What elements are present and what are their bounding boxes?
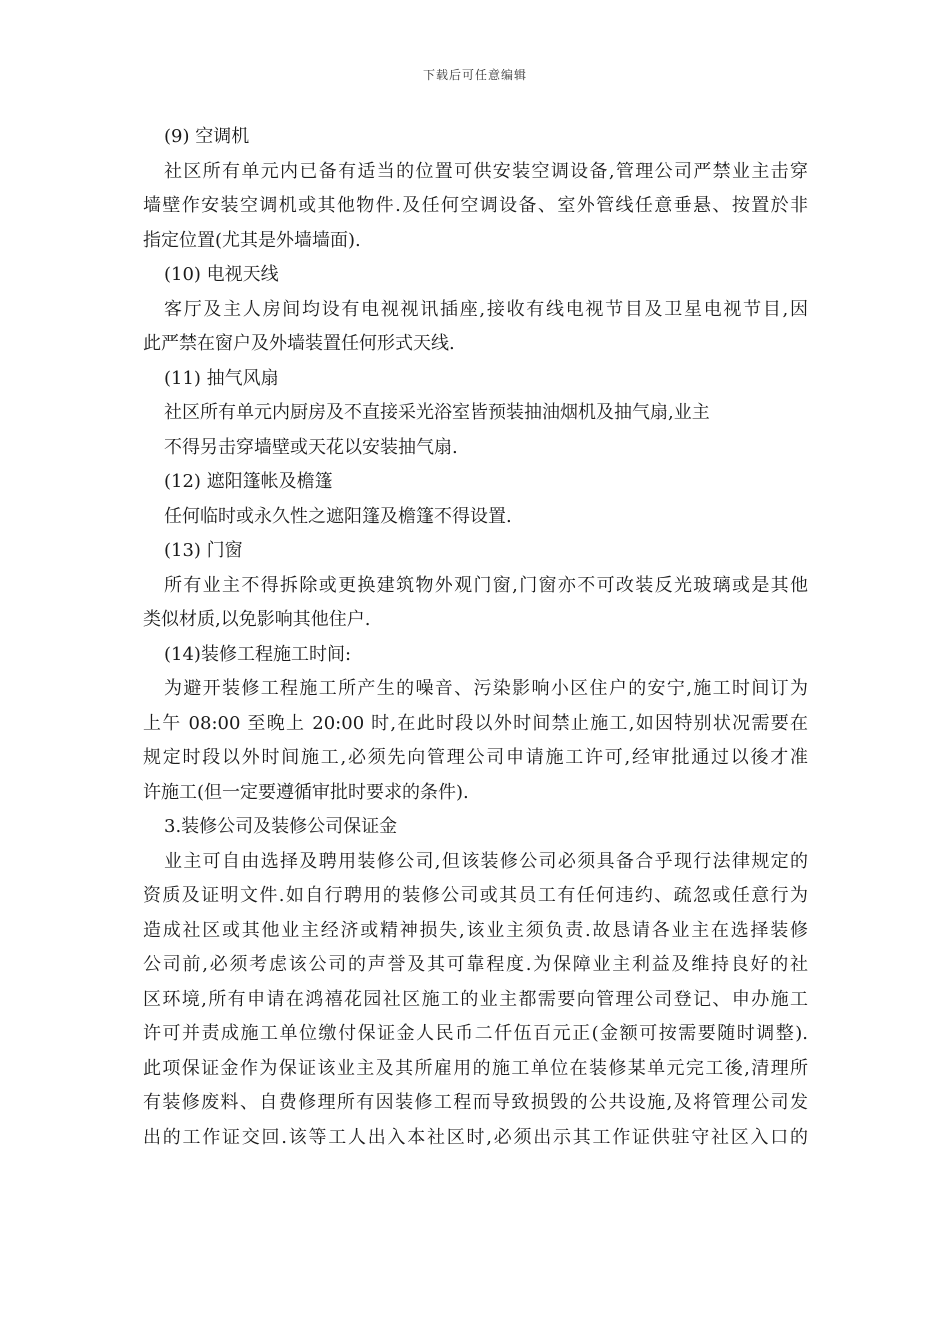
text-line: 许施工(但一定要遵循审批时要求的条件).: [143, 781, 469, 803]
text-line: 上午 08:00 至晚上 20:00 时,在此时段以外时间禁止施工,如因特别状况需要在: [143, 712, 808, 734]
document-body: [143, 120, 808, 1155]
text-line: 此项保证金作为保证该业主及其所雇用的施工单位在装修某单元完工後,清理所: [143, 1057, 808, 1079]
text-line: 指定位置(尤其是外墙墙面).: [143, 229, 361, 251]
text-line: 许可并责成施工单位缴付保证金人民币二仟伍百元正(金额可按需要随时调整).: [143, 1023, 808, 1044]
text-line: 为避开装修工程施工所产生的噪音、污染影响小区住户的安宁,施工时间订为: [164, 678, 808, 699]
text-line: 此严禁在窗户及外墙装置任何形式天线.: [143, 333, 455, 354]
text-line: 公司前,必须考虑该公司的声誉及其可靠程度.为保障业主利益及维持良好的社: [143, 954, 808, 975]
text-line: 所有业主不得拆除或更换建筑物外观门窗,门窗亦不可改装反光玻璃或是其他: [164, 574, 808, 596]
text-line: (13) 门窗: [164, 540, 243, 561]
text-line: 业主可自由选择及聘用装修公司,但该装修公司必须具备合乎现行法律规定的: [164, 850, 808, 872]
text-line: 社区所有单元内厨房及不直接采光浴室皆预装抽油烟机及抽气扇,业主: [164, 402, 710, 423]
text-line: 客厅及主人房间均设有电视视讯插座,接收有线电视节目及卫星电视节目,因: [164, 298, 808, 320]
text-line: 社区所有单元内已备有适当的位置可供安装空调设备,管理公司严禁业主击穿: [164, 160, 808, 182]
text-line: 有装修废料、自费修理所有因装修工程而导致损毁的公共设施,及将管理公司发: [143, 1092, 808, 1113]
text-line: 任何临时或永久性之遮阳篷及檐篷不得设置.: [164, 505, 512, 527]
text-line: (11) 抽气风扇: [164, 367, 279, 389]
text-line: (10) 电视天线: [164, 264, 279, 285]
text-line: (9) 空调机: [164, 126, 250, 147]
text-line: 造成社区或其他业主经济或精神损失,该业主须负责.故恳请各业主在选择装修: [143, 919, 808, 941]
text-line: 资质及证明文件.如自行聘用的装修公司或其员工有任何违约、疏忽或任意行为: [143, 885, 808, 906]
text-line: 墙壁作安装空调机或其他物件.及任何空调设备、室外管线任意垂悬、按置於非: [143, 195, 808, 216]
text-line: 出的工作证交回.该等工人出入本社区时,必须出示其工作证供驻守社区入口的: [143, 1126, 808, 1148]
text-line: 不得另击穿墙壁或天花以安装抽气扇.: [164, 436, 458, 458]
text-line: 规定时段以外时间施工,必须先向管理公司申请施工许可,经审批通过以後才准: [143, 747, 808, 768]
text-line: 区环境,所有申请在鸿禧花园社区施工的业主都需要向管理公司登记、申办施工: [143, 988, 808, 1010]
page-header: 下载后可任意编辑: [422, 68, 527, 82]
text-line: 类似材质,以免影响其他住户.: [143, 609, 371, 630]
text-line: 3.装修公司及装修公司保证金: [164, 816, 398, 837]
text-line: (14)装修工程施工时间:: [164, 643, 352, 665]
text-line: (12) 遮阳篷帐及檐篷: [164, 471, 333, 492]
